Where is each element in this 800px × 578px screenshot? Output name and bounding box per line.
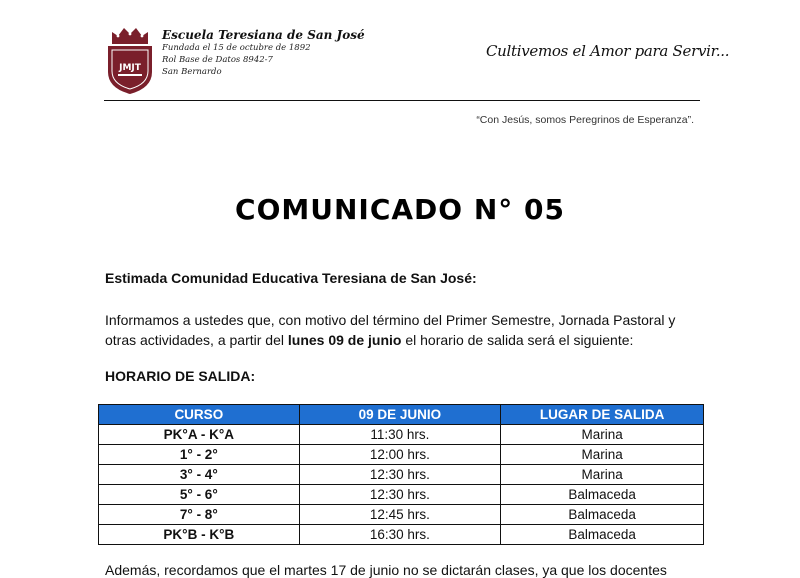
cell-place: Balmaceda xyxy=(501,525,704,545)
intro-paragraph xyxy=(105,310,705,350)
cell-time: 12:30 hrs. xyxy=(299,465,501,485)
table-row xyxy=(99,505,704,525)
cell-curso: PK°B - K°B xyxy=(99,525,300,545)
next-paragraph-cut: Además, recordamos que el martes 17 de junio no se dictarán clases, ya que los docentes xyxy=(105,562,667,578)
cell-time: 12:00 hrs. xyxy=(299,445,501,465)
school-name: Escuela Teresiana de San José xyxy=(162,28,365,42)
greeting: Estimada Comunidad Educativa Teresiana de San José: xyxy=(105,270,477,286)
cell-curso: 7° - 8° xyxy=(99,505,300,525)
cell-time: 11:30 hrs. xyxy=(299,425,501,445)
svg-text:JMJT: JMJT xyxy=(119,63,141,73)
intro-text-1: Informamos a ustedes que, con motivo del término del Primer Semestre, Jornada Pastoral y otras actividades, a partir del xyxy=(105,312,676,348)
intro-date: lunes 09 de junio xyxy=(287,332,402,348)
column-header-lugar: LUGAR DE SALIDA xyxy=(501,405,704,425)
rol-line: Rol Base de Datos 8942-7 xyxy=(162,55,273,65)
column-header-date: 09 DE JUNIO xyxy=(299,405,501,425)
city-line: San Bernardo xyxy=(162,67,222,77)
cell-curso: 3° - 4° xyxy=(99,465,300,485)
cell-place: Marina xyxy=(501,445,704,465)
header-divider xyxy=(104,100,700,101)
cell-place: Marina xyxy=(501,425,704,445)
school-crest-icon xyxy=(104,24,156,96)
cell-place: Marina xyxy=(501,465,704,485)
table-row xyxy=(99,485,704,505)
cell-place: Balmaceda xyxy=(501,485,704,505)
cell-place: Balmaceda xyxy=(501,505,704,525)
column-header-curso: CURSO xyxy=(99,405,300,425)
schedule-heading: HORARIO DE SALIDA: xyxy=(105,368,256,384)
motto: Cultivemos el Amor para Servir... xyxy=(486,42,730,60)
cell-curso: PK°A - K°A xyxy=(99,425,300,445)
cell-time: 12:30 hrs. xyxy=(299,485,501,505)
cell-time: 12:45 hrs. xyxy=(299,505,501,525)
schedule-table xyxy=(98,404,704,545)
cell-curso: 1° - 2° xyxy=(99,445,300,465)
table-row xyxy=(99,525,704,545)
document-title: COMUNICADO N° 05 xyxy=(235,193,565,226)
founded-line: Fundada el 15 de octubre de 1892 xyxy=(162,43,311,53)
tagline: “Con Jesús, somos Peregrinos de Esperanza”. xyxy=(476,114,694,126)
intro-text-2: el horario de salida será el siguiente: xyxy=(401,332,634,348)
school-info xyxy=(162,28,365,78)
table-row xyxy=(99,445,704,465)
table-row xyxy=(99,425,704,445)
cell-curso: 5° - 6° xyxy=(99,485,300,505)
table-row xyxy=(99,465,704,485)
cell-time: 16:30 hrs. xyxy=(299,525,501,545)
letterhead xyxy=(0,0,800,130)
table-header-row xyxy=(99,405,704,425)
